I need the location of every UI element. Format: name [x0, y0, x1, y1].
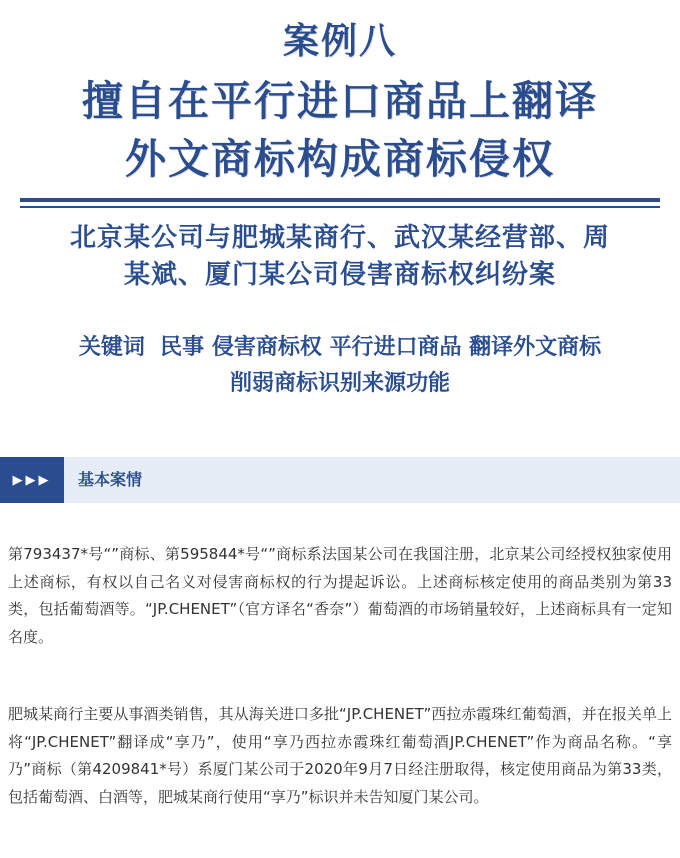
- section-header: [0, 457, 680, 503]
- title-divider-thick: [20, 198, 660, 202]
- keywords-line-1: 关键词 民事 侵害商标权 平行进口商品 翻译外文商标: [78, 335, 602, 360]
- triple-arrow-icon: ▶▶▶: [12, 472, 52, 488]
- paragraph-1: 第793437*号“”商标、第595844*号“”商标系法国某公司在我国注册，北京某公司经授权独家使用上述商标，有权以自己名义对侵害商标权的行为提起诉讼。上述商标核定使用的商品类别为第33类，包括葡萄酒等。“JP.CHENET”（官方译名“香奈”）葡萄酒的市场销量较好，上述商标具有一定知名度。: [8, 545, 672, 646]
- case-name-line-1: 北京某公司与肥城某商行、武汉某经营部、周: [69, 223, 610, 253]
- case-title-line-1: 擅自在平行进口商品上翻译: [82, 77, 598, 125]
- case-number: 案例八: [282, 21, 397, 62]
- section-title: 基本案情: [78, 470, 143, 489]
- keywords-line-2: 削弱商标识别来源功能: [229, 371, 450, 396]
- paragraph-2: 肥城某商行主要从事酒类销售，其从海关进口多批“JP.CHENET”西拉赤霞珠红葡萄酒，并在报关单上将“JP.CHENET”翻译成“享乃”，使用“享乃西拉赤霞珠红葡萄酒JP.CHENET”作为商品名称。“享乃”商标（第4209841*号）系厦门某公司于2020年9月7日经注册取得，核定使用商品为第33类，包括葡萄酒、白酒等，肥城某商行使用“享乃”标识并未告知厦门某公司。: [8, 705, 672, 806]
- case-title-line-2: 外文商标构成商标侵权: [125, 135, 555, 183]
- title-divider-thin: [20, 206, 660, 208]
- section-tab: [0, 457, 64, 503]
- case-name-line-2: 某斌、厦门某公司侵害商标权纠纷案: [123, 260, 556, 290]
